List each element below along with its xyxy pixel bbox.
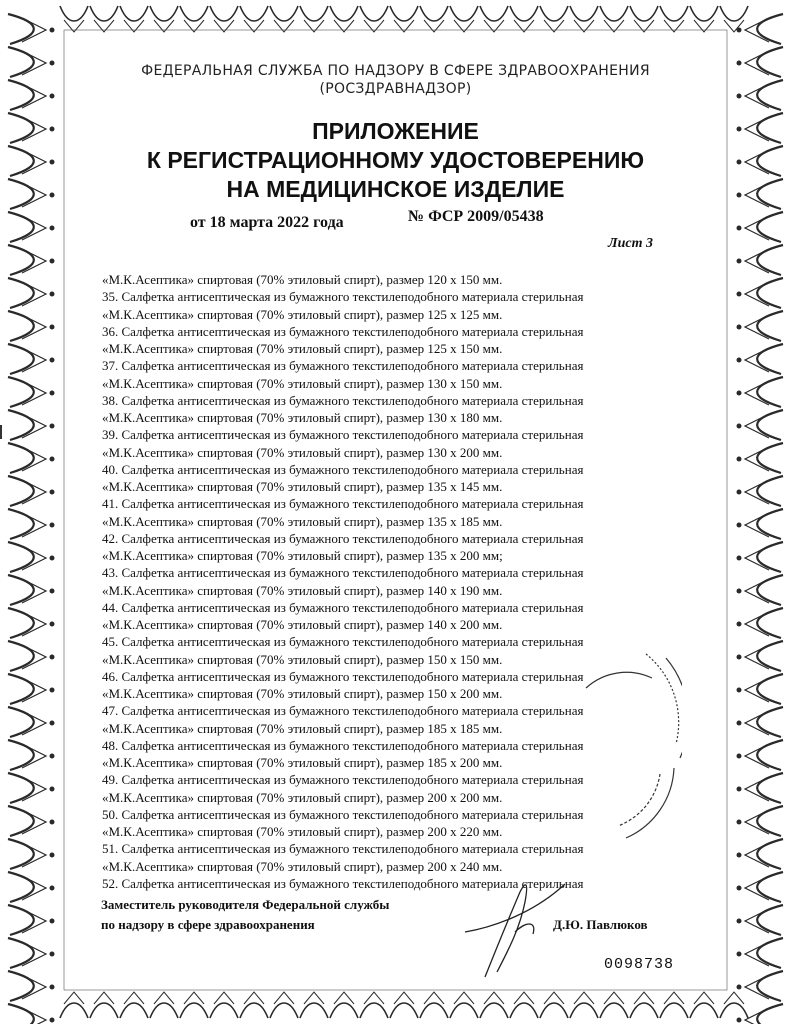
ornament-mark <box>757 80 783 110</box>
list-item: 39. Салфетка антисептическая из бумажного текстилеподобного материала стерильная <box>102 427 584 443</box>
list-item: 48. Салфетка антисептическая из бумажного текстилеподобного материала стерильная <box>102 737 584 753</box>
ornament-mark <box>737 61 742 66</box>
ornament-mark <box>90 1003 118 1018</box>
ornament-mark <box>50 985 55 990</box>
ornament-mark <box>737 820 742 825</box>
ornament-mark <box>8 278 34 308</box>
agency-short-name: (РОСЗДРАВНАДЗОР) <box>319 81 472 97</box>
ornament-mark <box>757 872 783 902</box>
ornament-mark <box>660 1003 688 1018</box>
ornament-mark <box>120 1003 148 1018</box>
ornament-mark <box>360 1003 388 1018</box>
ornament-mark <box>757 1004 783 1024</box>
ornament-mark <box>8 674 34 704</box>
ornament-mark <box>757 14 783 44</box>
ornament-mark <box>737 226 742 231</box>
ornament-mark <box>360 6 388 21</box>
ornament-mark <box>50 94 55 99</box>
list-item: 52. Салфетка антисептическая из бумажного текстилеподобного материала стерильная <box>102 875 584 891</box>
ornament-mark <box>737 985 742 990</box>
ornament-mark <box>540 1003 568 1018</box>
ornament-mark <box>737 886 742 891</box>
ornament-mark <box>240 6 268 21</box>
ornament-mark <box>737 259 742 264</box>
ornament-mark <box>757 542 783 572</box>
ornament-mark <box>8 14 34 44</box>
ornament-mark <box>757 47 783 77</box>
ornament-mark <box>737 457 742 462</box>
ornament-mark <box>600 6 628 21</box>
ornament-mark <box>150 6 178 21</box>
ornament-mark <box>50 193 55 198</box>
list-item: «М.К.Асептика» спиртовая (70% этиловый спирт), размер 130 х 200 мм. <box>102 444 503 460</box>
list-item: «М.К.Асептика» спиртовая (70% этиловый спирт), размер 200 х 240 мм. <box>102 858 503 874</box>
list-item: «М.К.Асептика» спиртовая (70% этиловый спирт), размер 200 х 220 мм. <box>102 824 503 839</box>
ornament-mark <box>450 6 478 21</box>
ornament-mark <box>757 179 783 209</box>
ornament-mark <box>757 971 783 1001</box>
ornament-mark <box>270 6 298 21</box>
ornament-mark <box>50 952 55 957</box>
ornament-mark <box>330 6 358 21</box>
ornament-mark <box>737 292 742 297</box>
list-item: «М.К.Асептика» спиртовая (70% этиловый спирт), размер 200 х 200 мм. <box>102 789 503 805</box>
ornament-mark <box>50 358 55 363</box>
ornament-mark <box>737 325 742 330</box>
ornament-mark <box>757 311 783 341</box>
list-item: 43. Салфетка антисептическая из бумажного текстилеподобного материала стерильная <box>102 565 584 581</box>
ornament-mark <box>50 589 55 594</box>
ornament-mark <box>150 1003 178 1018</box>
ornament-mark <box>50 787 55 792</box>
ornament-mark <box>600 1003 628 1018</box>
list-item: 44. Салфетка антисептическая из бумажного текстилеподобного материала стерильная <box>102 599 584 615</box>
list-item: «М.К.Асептика» спиртовая (70% этиловый спирт), размер 140 х 200 мм. <box>102 617 503 632</box>
ornament-mark <box>757 146 783 176</box>
list-item: «М.К.Асептика» спиртовая (70% этиловый спирт), размер 140 х 190 мм. <box>102 582 503 598</box>
ornament-mark <box>757 608 783 638</box>
ornament-mark <box>50 622 55 627</box>
ornament-mark <box>737 94 742 99</box>
list-item: «М.К.Асептика» спиртовая (70% этиловый спирт), размер 125 х 150 мм. <box>102 341 503 356</box>
ornament-mark <box>757 740 783 770</box>
ornament-mark <box>720 1003 748 1018</box>
list-item: 51. Салфетка антисептическая из бумажного текстилеподобного материала стерильная <box>102 841 584 857</box>
title-line-1: ПРИЛОЖЕНИЕ <box>312 118 479 144</box>
list-item: 45. Салфетка антисептическая из бумажного текстилеподобного материала стерильная <box>102 634 584 650</box>
ornament-mark <box>60 6 88 21</box>
list-item: 38. Салфетка антисептическая из бумажного текстилеподобного материала стерильная <box>102 392 584 408</box>
ornament-mark <box>8 641 34 671</box>
ornament-mark <box>8 575 34 605</box>
ornament-mark <box>8 872 34 902</box>
ornament-mark <box>737 754 742 759</box>
ornament-mark <box>630 1003 658 1018</box>
ornament-mark <box>757 344 783 374</box>
list-item: «М.К.Асептика» спиртовая (70% этиловый спирт), размер 150 х 150 мм. <box>102 651 503 667</box>
ornament-mark <box>737 919 742 924</box>
list-item: 49. Салфетка антисептическая из бумажного текстилеподобного материала стерильная <box>102 772 584 788</box>
list-item: 35. Салфетка антисептическая из бумажного текстилеподобного материала стерильная <box>102 289 584 305</box>
ornament-mark <box>50 886 55 891</box>
ornament-mark <box>757 443 783 473</box>
signer-name: Д.Ю. Павлюков <box>553 917 648 932</box>
ornament-mark <box>8 608 34 638</box>
ornament-mark <box>510 6 538 21</box>
ornament-mark <box>240 1003 268 1018</box>
ornament-mark <box>480 1003 508 1018</box>
list-item: «М.К.Асептика» спиртовая (70% этиловый спирт), размер 130 х 150 мм. <box>102 375 503 391</box>
ornament-mark <box>757 113 783 143</box>
ornament-mark <box>50 160 55 165</box>
ornament-mark <box>570 6 598 21</box>
ornament-mark <box>8 839 34 869</box>
list-item: 37. Салфетка антисептическая из бумажного текстилеподобного материала стерильная <box>102 358 584 374</box>
ornament-mark <box>8 113 34 143</box>
ornament-mark <box>737 556 742 561</box>
border-bottom-ornament <box>60 992 748 1018</box>
registration-date: от 18 марта 2022 года <box>190 214 344 231</box>
list-item: 46. Салфетка антисептическая из бумажного текстилеподобного материала стерильная <box>102 668 584 684</box>
document-title <box>80 117 711 204</box>
ornament-mark <box>8 971 34 1001</box>
ornament-mark <box>757 212 783 242</box>
ornament-mark <box>50 919 55 924</box>
ornament-mark <box>50 325 55 330</box>
ornament-mark <box>50 721 55 726</box>
list-item: 42. Салфетка антисептическая из бумажного текстилеподобного материала стерильная <box>102 530 584 546</box>
ornament-mark <box>737 952 742 957</box>
ornament-mark <box>50 28 55 33</box>
registration-number: № ФСР 2009/05438 <box>408 208 544 225</box>
list-item: 50. Салфетка антисептическая из бумажного текстилеподобного материала стерильная <box>102 806 584 822</box>
ornament-mark <box>300 1003 328 1018</box>
ornament-mark <box>50 292 55 297</box>
ornament-mark <box>757 905 783 935</box>
ornament-mark <box>50 61 55 66</box>
ornament-mark <box>757 476 783 506</box>
list-item: «М.К.Асептика» спиртовая (70% этиловый спирт), размер 150 х 200 мм. <box>102 686 503 701</box>
ornament-mark <box>8 740 34 770</box>
ornament-mark <box>330 1003 358 1018</box>
ornament-mark <box>737 193 742 198</box>
border-top-ornament <box>60 6 748 32</box>
ornament-mark <box>510 1003 538 1018</box>
ornament-mark <box>737 622 742 627</box>
ornament-mark <box>300 6 328 21</box>
ornament-mark <box>690 1003 718 1018</box>
ornament-mark <box>50 1018 55 1023</box>
ornament-mark <box>450 1003 478 1018</box>
ornament-mark <box>50 655 55 660</box>
ornament-mark <box>540 6 568 21</box>
ornament-mark <box>737 490 742 495</box>
ornament-mark <box>180 1003 208 1018</box>
ornament-mark <box>8 179 34 209</box>
ornament-mark <box>480 6 508 21</box>
ornament-mark <box>8 806 34 836</box>
sheet-number: Лист 3 <box>608 236 653 251</box>
ornament-mark <box>420 1003 448 1018</box>
ornament-mark <box>8 905 34 935</box>
ornament-mark <box>8 47 34 77</box>
ornament-mark <box>50 556 55 561</box>
ornament-mark <box>390 1003 418 1018</box>
ornament-mark <box>757 245 783 275</box>
ornament-mark <box>50 754 55 759</box>
list-item: 36. Салфетка антисептическая из бумажного текстилеподобного материала стерильная <box>102 323 584 339</box>
ornament-mark <box>757 377 783 407</box>
title-line-3: НА МЕДИЦИНСКОЕ ИЗДЕЛИЕ <box>226 176 565 202</box>
ornament-mark <box>737 655 742 660</box>
ornament-mark <box>8 707 34 737</box>
ornament-mark <box>120 6 148 21</box>
ornament-mark <box>8 344 34 374</box>
ornament-mark <box>8 311 34 341</box>
ornament-mark <box>660 6 688 21</box>
official-stamp <box>556 648 682 844</box>
ornament-mark <box>90 6 118 21</box>
list-item: 41. Салфетка антисептическая из бумажного текстилеподобного материала стерильная <box>102 496 584 512</box>
ornament-mark <box>50 853 55 858</box>
ornament-mark <box>390 6 418 21</box>
ornament-mark <box>50 523 55 528</box>
ornament-mark <box>737 787 742 792</box>
ornament-mark <box>210 1003 238 1018</box>
border-right-ornament <box>737 14 784 1024</box>
ornament-mark <box>50 226 55 231</box>
list-item: «М.К.Асептика» спиртовая (70% этиловый спирт), размер 120 х 150 мм. <box>102 272 503 287</box>
border-left-ornament <box>8 14 55 1024</box>
ornament-mark <box>50 457 55 462</box>
ornament-mark <box>757 839 783 869</box>
ornament-mark <box>757 410 783 440</box>
ornament-mark <box>50 490 55 495</box>
ornament-mark <box>737 160 742 165</box>
ornament-mark <box>8 542 34 572</box>
signer-title-line-2: по надзору в сфере здравоохранения <box>101 917 315 932</box>
ornament-mark <box>737 127 742 132</box>
ornament-mark <box>757 806 783 836</box>
list-item: «М.К.Асептика» спиртовая (70% этиловый спирт), размер 135 х 185 мм. <box>102 513 503 529</box>
ornament-mark <box>757 707 783 737</box>
ornament-mark <box>757 509 783 539</box>
list-item: «М.К.Асептика» спиртовая (70% этиловый спирт), размер 135 х 200 мм; <box>102 548 503 563</box>
ornament-mark <box>180 6 208 21</box>
signer-title-line-1: Заместитель руководителя Федеральной службы <box>101 897 390 912</box>
list-item: «М.К.Асептика» спиртовая (70% этиловый спирт), размер 185 х 185 мм. <box>102 720 503 736</box>
ornament-mark <box>8 212 34 242</box>
ornament-mark <box>630 6 658 21</box>
ornament-mark <box>8 509 34 539</box>
list-item: «М.К.Асептика» спиртовая (70% этиловый спирт), размер 125 х 125 мм. <box>102 306 503 322</box>
ornament-mark <box>8 146 34 176</box>
ornament-mark <box>757 641 783 671</box>
ornament-mark <box>737 589 742 594</box>
agency-header <box>80 62 711 98</box>
ornament-mark <box>50 688 55 693</box>
ornament-mark <box>8 938 34 968</box>
ornament-mark <box>8 476 34 506</box>
ornament-mark <box>8 377 34 407</box>
ornament-mark <box>420 6 448 21</box>
ornament-mark <box>737 1018 742 1023</box>
ornament-mark <box>737 424 742 429</box>
ornament-mark <box>210 6 238 21</box>
ornament-mark <box>720 6 748 21</box>
list-item: «М.К.Асептика» спиртовая (70% этиловый спирт), размер 135 х 145 мм. <box>102 479 503 494</box>
ornament-mark <box>737 853 742 858</box>
list-item: 40. Салфетка антисептическая из бумажного текстилеподобного материала стерильная <box>102 461 584 477</box>
ornament-mark <box>757 278 783 308</box>
signer-title <box>101 895 389 935</box>
ornament-mark <box>757 938 783 968</box>
title-line-2: К РЕГИСТРАЦИОННОМУ УДОСТОВЕРЕНИЮ <box>146 147 645 173</box>
ornament-mark <box>50 127 55 132</box>
ornament-mark <box>757 575 783 605</box>
list-item: «М.К.Асептика» спиртовая (70% этиловый спирт), размер 185 х 200 мм. <box>102 755 503 770</box>
ornament-mark <box>8 410 34 440</box>
ornament-mark <box>50 391 55 396</box>
ornament-mark <box>8 245 34 275</box>
ornament-mark <box>737 523 742 528</box>
agency-name: ФЕДЕРАЛЬНАЯ СЛУЖБА ПО НАДЗОРУ В СФЕРЕ ЗДРАВООХРАНЕНИЯ <box>141 63 650 79</box>
ornament-mark <box>757 773 783 803</box>
ornament-mark <box>737 721 742 726</box>
ornament-mark <box>8 773 34 803</box>
list-item: 47. Салфетка антисептическая из бумажного текстилеподобного материала стерильная <box>102 703 584 719</box>
scan-edge-mark <box>0 425 2 439</box>
ornament-mark <box>50 424 55 429</box>
ornament-mark <box>50 820 55 825</box>
ornament-mark <box>60 1003 88 1018</box>
ornament-mark <box>737 358 742 363</box>
ornament-mark <box>8 1004 34 1024</box>
ornament-mark <box>270 1003 298 1018</box>
ornament-mark <box>690 6 718 21</box>
ornament-mark <box>50 259 55 264</box>
ornament-mark <box>737 391 742 396</box>
ornament-mark <box>737 688 742 693</box>
ornament-mark <box>757 674 783 704</box>
ornament-mark <box>8 80 34 110</box>
ornament-mark <box>8 443 34 473</box>
ornament-mark <box>570 1003 598 1018</box>
list-item: «М.К.Асептика» спиртовая (70% этиловый спирт), размер 130 х 180 мм. <box>102 410 503 425</box>
form-serial-number: 0098738 <box>604 956 675 973</box>
